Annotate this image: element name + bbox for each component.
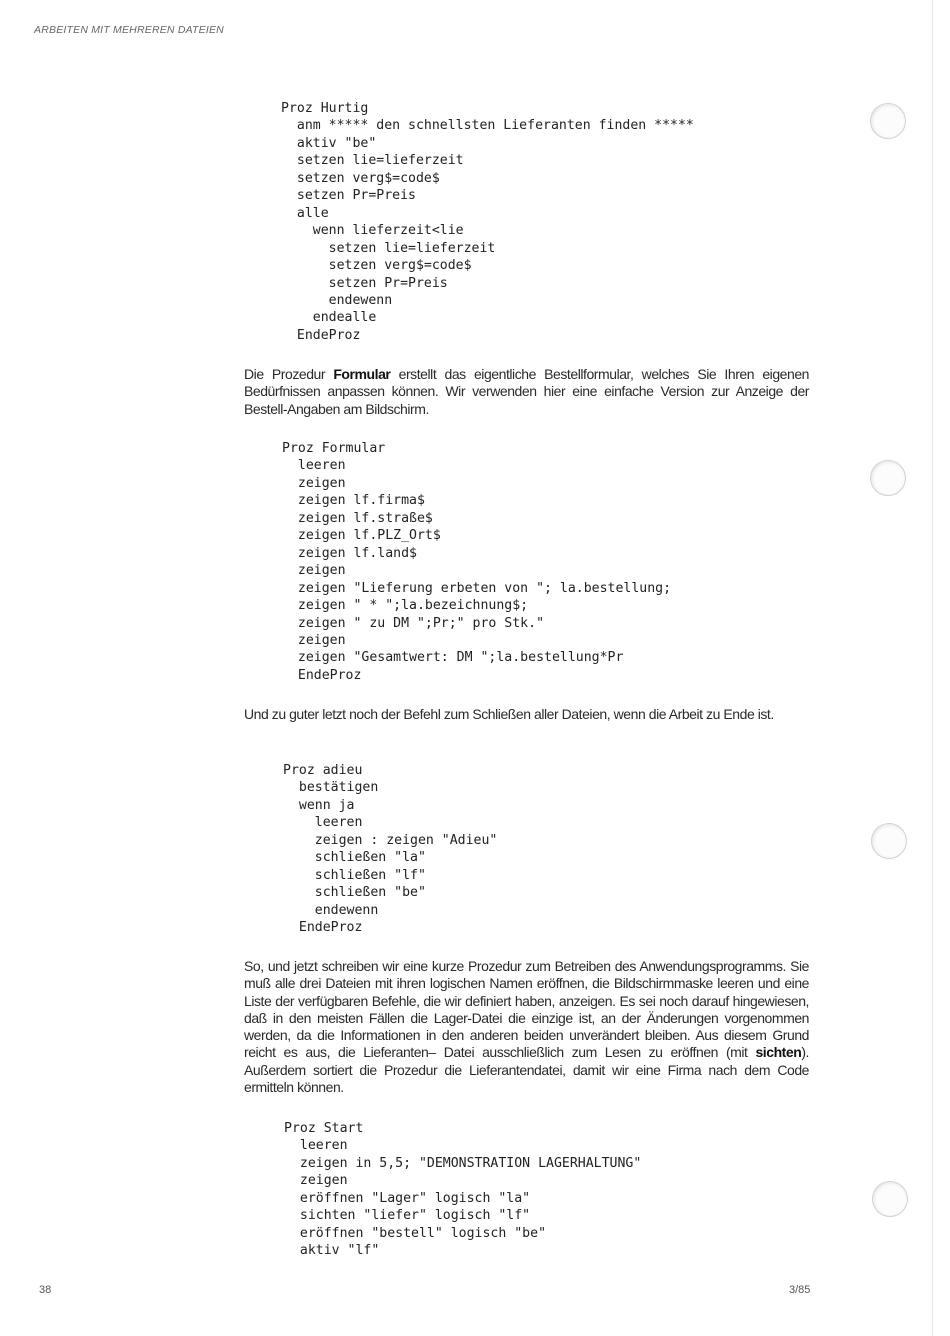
paragraph-adieu-intro: Und zu guter letzt noch der Befehl zum Schließen aller Dateien, wenn die Arbeit zu Ende ist. — [244, 706, 774, 722]
running-header: ARBEITEN MIT MEHREREN DATEIEN — [34, 24, 224, 36]
code-block-hurtig — [281, 100, 694, 344]
code-line: sichten "liefer" logisch "lf" — [284, 1208, 531, 1224]
code-line: zeigen "Gesamtwert: DM ";la.bestellung*Pr — [282, 650, 624, 666]
code-line: aktiv "be" — [281, 135, 377, 151]
paragraph-text: So, und jetzt schreiben wir eine kurze Prozedur zum Betreiben des Anwendungsprogramms. Sie muß alle drei Dateien mit ihren logischen Namen eröffnen, die Bildschirmmaske leeren und eine Liste der verfügbaren Befehle, die wir definiert haben, anzeigen. Es sei noch darauf hingewiesen, daß in den meisten Fällen die Lager-Datei die einzige ist, an der Änderungen vorgenommen werden, da die Informationen in den anderen beiden unverändert bleiben. Aus diesem Grund reicht es aus, die Lieferanten– Datei ausschließlich zum Lesen zu eröffnen (mit — [244, 958, 809, 1061]
page-edge-line — [932, 0, 933, 1336]
punch-hole — [870, 460, 906, 496]
code-line: zeigen lf.land$ — [282, 545, 417, 561]
code-line: zeigen " * ";la.bezeichnung$; — [282, 598, 529, 614]
code-line: setzen Pr=Preis — [281, 275, 448, 291]
code-line: eröffnen "bestell" logisch "be" — [284, 1225, 547, 1241]
code-line: endewenn — [283, 902, 379, 918]
code-block-adieu — [283, 762, 497, 937]
code-line: endealle — [281, 310, 377, 326]
code-line: leeren — [284, 1138, 348, 1154]
code-line: zeigen — [284, 1173, 348, 1189]
code-line: EndeProz — [282, 667, 362, 683]
paragraph-text: erstellt das eigentliche Bestellformular, welches Sie Ihren eigenen Bedürfnissen anpassen können. Wir verwenden hier eine einfache Version zur Anzeige der Bestell-Angaben am Bildschirm. — [244, 366, 810, 417]
code-line: aktiv "lf" — [284, 1243, 380, 1259]
code-line: schließen "be" — [283, 885, 426, 901]
code-line: setzen lie=lieferzeit — [281, 240, 496, 256]
code-line: Proz Hurtig — [281, 101, 369, 116]
code-line: Proz Formular — [282, 441, 386, 456]
code-line: zeigen " zu DM ";Pr;" pro Stk." — [282, 615, 545, 631]
punch-hole — [871, 823, 907, 859]
code-line: zeigen "Lieferung erbeten von "; la.bestellung; — [282, 580, 672, 596]
code-line: anm ***** den schnellsten Lieferanten finden ***** — [281, 118, 694, 134]
code-line: setzen lie=lieferzeit — [281, 153, 464, 169]
code-line: zeigen : zeigen "Adieu" — [283, 832, 498, 848]
code-line: wenn ja — [283, 797, 355, 813]
code-block-formular — [282, 440, 671, 684]
punch-hole — [872, 1181, 908, 1217]
code-line: zeigen — [282, 632, 346, 648]
code-line: zeigen in 5,5; "DEMONSTRATION LAGERHALTUNG" — [284, 1155, 642, 1171]
code-line: alle — [281, 205, 329, 221]
code-line: schließen "lf" — [283, 867, 426, 883]
code-line: setzen verg$=code$ — [281, 258, 472, 274]
code-line: setzen Pr=Preis — [281, 188, 416, 204]
code-line: zeigen lf.PLZ_Ort$ — [282, 528, 441, 544]
punch-hole — [870, 103, 906, 139]
paragraph-text: Die Prozedur — [244, 366, 334, 382]
code-block-start — [284, 1120, 641, 1260]
code-line: EndeProz — [281, 327, 361, 343]
paragraph-start-intro — [244, 958, 809, 1096]
code-line: leeren — [282, 458, 346, 474]
keyword-sichten: sichten — [755, 1044, 802, 1061]
code-line: endewenn — [281, 292, 393, 308]
code-line: zeigen lf.straße$ — [282, 510, 433, 526]
code-line: wenn lieferzeit<lie — [281, 223, 464, 239]
paragraph-text: ). Außerdem sortiert die Prozedur die Lieferantendatei, damit wir eine Firma nach dem Code ermitteln können. — [244, 1044, 809, 1096]
code-line: zeigen lf.firma$ — [282, 493, 425, 509]
page-number: 38 — [39, 1284, 52, 1296]
code-line: Proz Start — [284, 1121, 364, 1136]
keyword-formular: Formular — [333, 366, 391, 382]
code-line: zeigen — [282, 475, 346, 491]
code-line: zeigen — [282, 563, 346, 579]
code-line: bestätigen — [283, 780, 379, 796]
paragraph-formular-intro — [244, 366, 809, 418]
code-line: schließen "la" — [283, 850, 426, 866]
code-line: leeren — [283, 815, 363, 831]
code-line: Proz adieu — [283, 763, 363, 778]
code-line: EndeProz — [283, 920, 363, 936]
edition-date: 3/85 — [789, 1284, 811, 1296]
code-line: eröffnen "Lager" logisch "la" — [284, 1190, 531, 1206]
code-line: setzen verg$=code$ — [281, 170, 440, 186]
